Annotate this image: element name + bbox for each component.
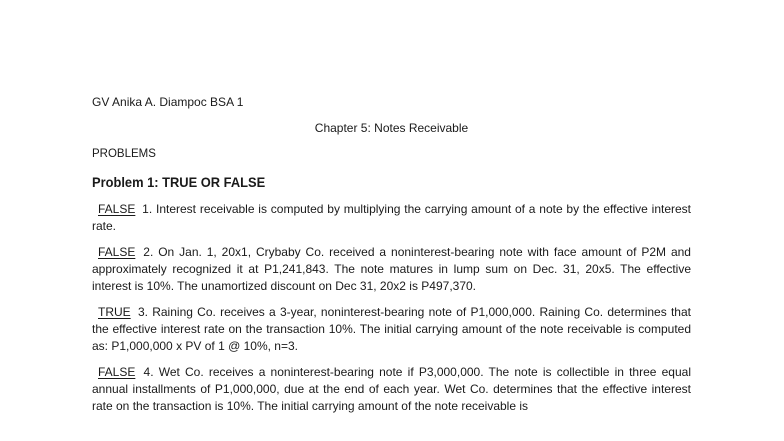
question-text: On Jan. 1, 20x1, Crybaby Co. received a noninterest-bearing note with face amount of P2M and approximately recognized it at P1,241,843. The note matures in lump sum on Dec. 31, 20x5. The effective interest is 10%. The unamortized discount on Dec 31, 20x2 is P497,370. — [92, 245, 691, 293]
answer-label: FALSE — [98, 202, 136, 216]
question-item-4 — [92, 364, 691, 415]
document-content — [92, 94, 691, 424]
answer-label: FALSE — [98, 365, 136, 379]
chapter-title: Chapter 5: Notes Receivable — [314, 121, 469, 135]
problem-heading: Problem 1: TRUE OR FALSE — [92, 174, 266, 190]
question-text: Wet Co. receives a noninterest-bearing note if P3,000,000. The note is collectible in three equal annual installments of P1,000,000, due at the end of each year. Wet Co. determines that the effective interest rate on the transaction is 10%. The initial carrying amount of the note receivable is — [92, 365, 691, 413]
question-number: 1. — [142, 202, 153, 216]
answer-label: TRUE — [98, 305, 131, 319]
question-number: 4. — [143, 365, 154, 379]
section-label: PROBLEMS — [92, 148, 156, 160]
author-line: GV Anika A. Diampoc BSA 1 — [92, 95, 244, 109]
question-number: 3. — [137, 305, 148, 319]
question-text: Interest receivable is computed by multiplying the carrying amount of a note by the effective interest rate. — [92, 202, 692, 233]
answer-label: FALSE — [98, 245, 136, 259]
question-text: Raining Co. receives a 3-year, noninterest-bearing note of P1,000,000. Raining Co. determines that the effective interest rate on the transaction 10%. The initial carrying amount of the note receivable is computed as: P1,000,000 x PV of 1 @ 10%, n=3. — [92, 305, 691, 353]
question-item-2 — [92, 244, 691, 295]
question-item-3 — [92, 304, 691, 355]
question-item-1 — [92, 201, 691, 235]
question-number: 2. — [143, 245, 154, 259]
